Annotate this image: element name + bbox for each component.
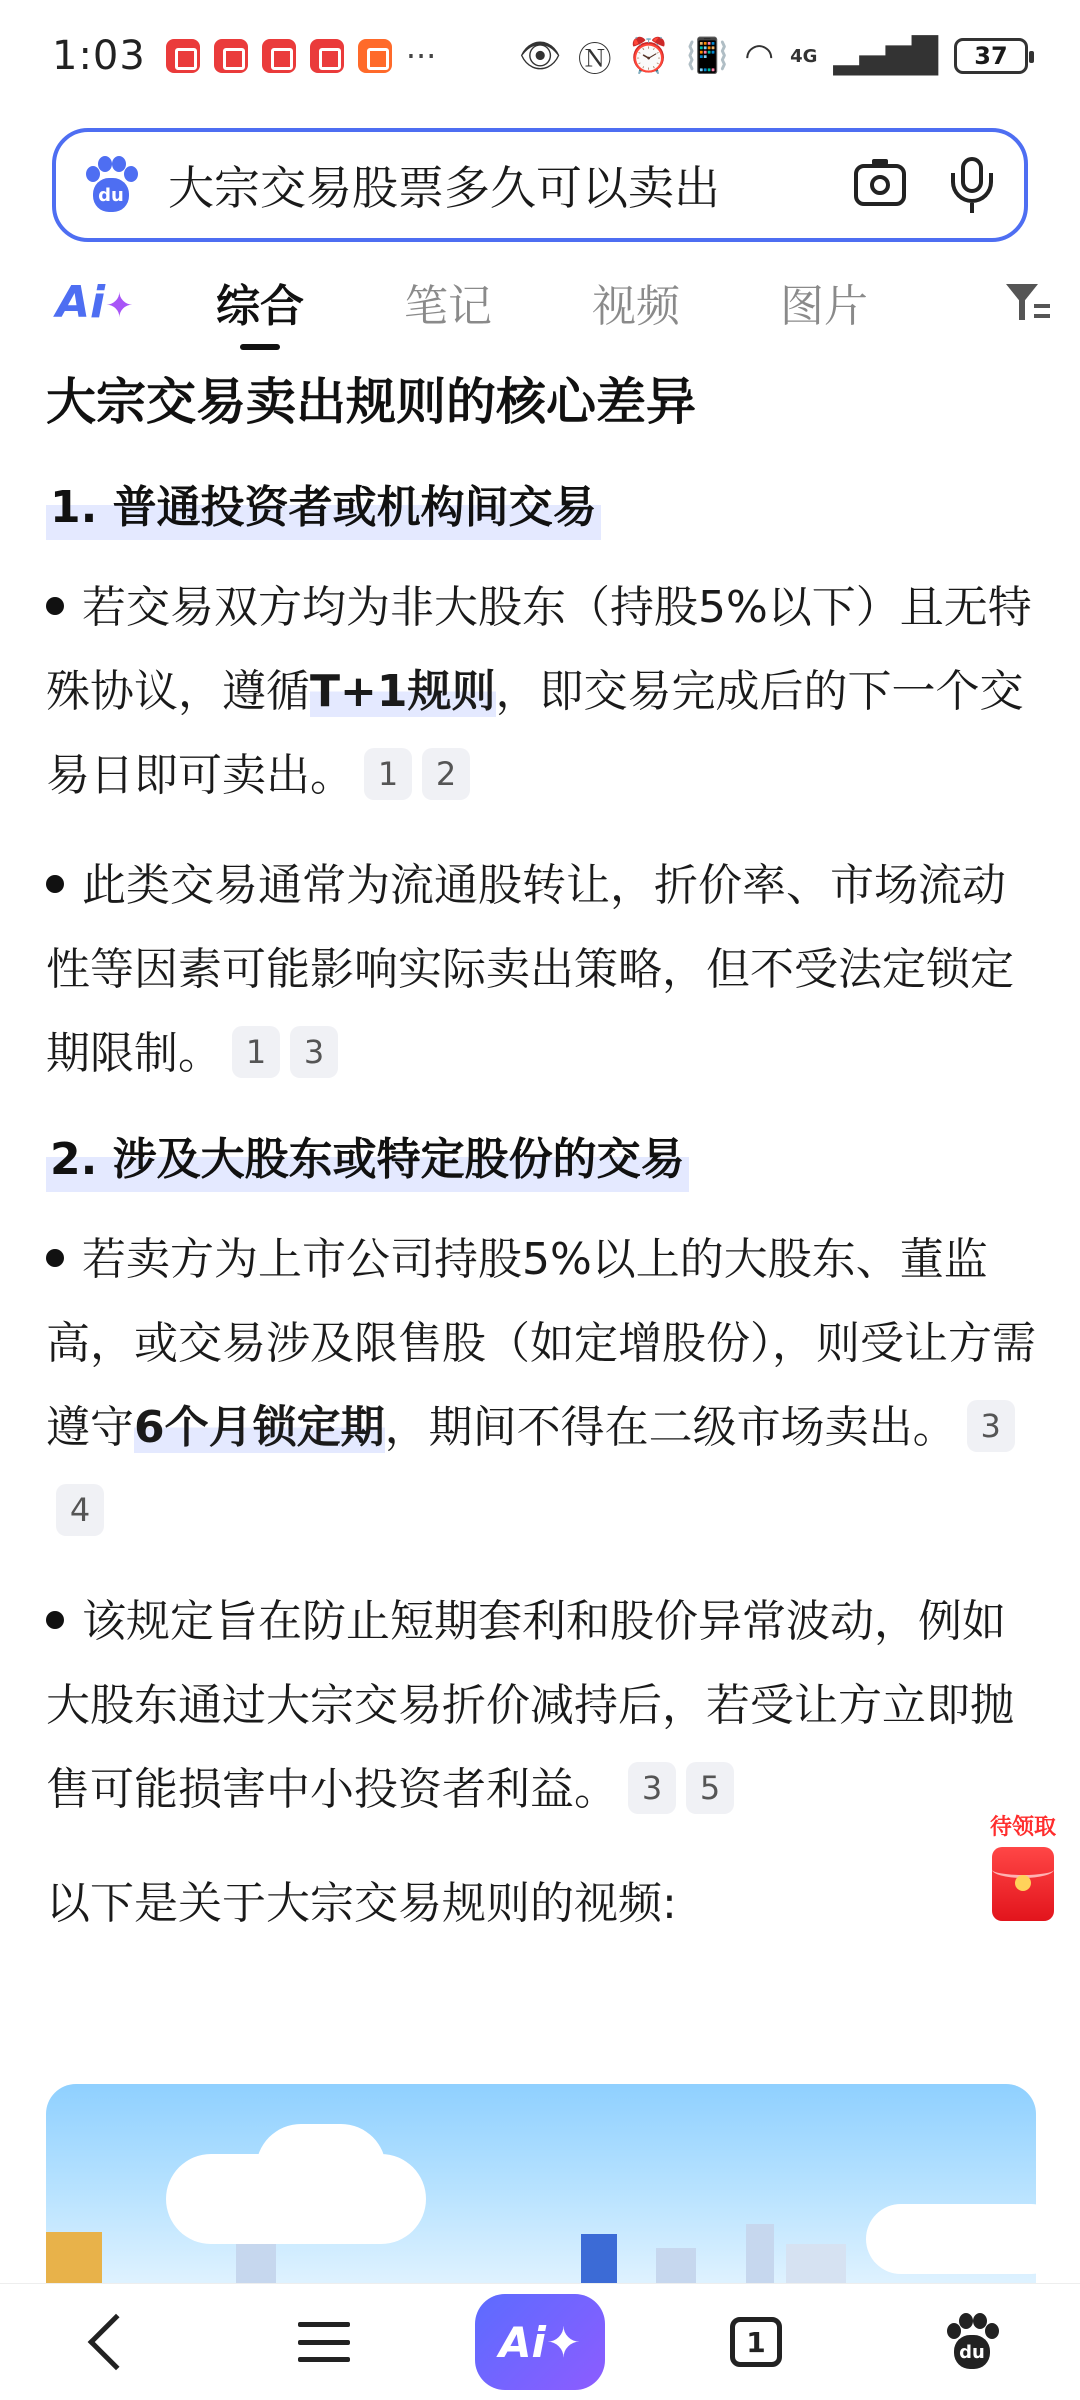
cloud-illustration — [256, 2124, 386, 2214]
app-notification-icon — [310, 39, 344, 73]
video-intro-text: 以下是关于大宗交易规则的视频: — [46, 1878, 677, 1929]
tab-images[interactable]: 图片 — [780, 281, 868, 332]
ai-assistant-icon: Ai ✦ — [475, 2294, 605, 2390]
red-envelope-icon[interactable] — [992, 1847, 1054, 1921]
citation-badge[interactable]: 5 — [686, 1762, 734, 1814]
baidu-nav-text: du — [954, 2335, 990, 2369]
ai-button-label: Ai — [498, 2317, 546, 2367]
wifi-icon: ◠ — [744, 36, 775, 76]
paragraph-text: ，即交易完成后的下一个交易日即可卖出。 — [46, 666, 1024, 801]
bullet-paragraph — [46, 1580, 1036, 1832]
bullet-paragraph — [46, 566, 1036, 818]
filter-icon[interactable] — [1006, 282, 1050, 322]
paragraph-text: 若卖方为上市公司持股5%以上的大股东、董监高，或交易涉及限售股（如定增股份），则受让方需遵守 — [46, 1234, 1036, 1453]
huawei-mall-notification-icon — [166, 39, 200, 73]
more-notifications-icon: ··· — [405, 37, 437, 75]
tabs-count-icon: 1 — [730, 2317, 782, 2367]
video-thumbnail[interactable] — [46, 2084, 1036, 2284]
search-tabs — [0, 262, 1080, 342]
paragraph-text: ，期间不得在二级市场卖出。 — [384, 1402, 957, 1453]
bullet-icon — [46, 1249, 64, 1267]
vibrate-icon: 📳 — [686, 36, 729, 76]
citation-badge[interactable]: 3 — [290, 1026, 338, 1078]
nfc-icon: Ⓝ — [577, 39, 612, 80]
ai-answer — [46, 360, 1036, 1946]
ai-tab-label: Ai — [56, 276, 106, 328]
bullet-paragraph — [46, 1218, 1036, 1554]
paragraph-text: 该规定旨在防止短期套利和股价异常波动，例如大股东通过大宗交易折价减持后，若受让方立即抛售可能损害中小投资者利益。 — [46, 1596, 1014, 1815]
tab-all[interactable]: 综合 — [166, 270, 354, 334]
building-illustration — [746, 2224, 774, 2284]
bullet-icon — [46, 597, 64, 615]
building-illustration — [236, 2244, 276, 2284]
citation-badge[interactable]: 2 — [422, 748, 470, 800]
search-input[interactable]: 大宗交易股票多久可以卖出 — [168, 161, 720, 215]
baidu-logo-icon[interactable] — [82, 156, 140, 214]
alarm-icon: ⏰ — [627, 36, 671, 76]
paragraph-text: 此类交易通常为流通股转让，折价率、市场流动性等因素可能影响实际卖出策略，但不受法定锁定期限制。 — [46, 860, 1014, 1079]
bullet-paragraph — [46, 844, 1036, 1096]
app-notification-icon — [214, 39, 248, 73]
section-heading: 1. 普通投资者或机构间交易 — [46, 476, 601, 540]
building-illustration — [581, 2234, 617, 2284]
building-illustration — [786, 2244, 846, 2284]
citation-badge[interactable]: 3 — [628, 1762, 676, 1814]
tab-notes[interactable]: 笔记 — [404, 281, 492, 332]
red-packet-label: 待领取 — [989, 1815, 1056, 1840]
bottom-navigation — [0, 2284, 1080, 2400]
gift-notification-icon — [358, 39, 392, 73]
citation-badge[interactable]: 1 — [364, 748, 412, 800]
sparkle-icon: ✦ — [105, 285, 134, 326]
search-bar[interactable] — [52, 128, 1028, 242]
status-time: 1:03 — [52, 33, 146, 79]
baidu-home-button[interactable] — [864, 2284, 1080, 2400]
ai-assistant-button[interactable] — [432, 2284, 648, 2400]
building-illustration — [46, 2232, 102, 2284]
tabs-button[interactable] — [648, 2284, 864, 2400]
baidu-logo-text: du — [93, 178, 129, 212]
baidu-paw-icon — [943, 2313, 1001, 2371]
microphone-icon[interactable] — [950, 157, 994, 213]
system-status-icons — [519, 32, 1028, 81]
eye-icon: 👁 — [518, 36, 562, 76]
bullet-icon — [46, 1611, 64, 1629]
back-arrow-icon — [88, 2314, 145, 2371]
menu-icon — [298, 2322, 350, 2362]
citation-badge[interactable]: 1 — [232, 1026, 280, 1078]
highlight-text: T+1规则 — [310, 666, 496, 717]
citation-badge[interactable]: 3 — [967, 1400, 1015, 1452]
back-button[interactable] — [0, 2284, 216, 2400]
camera-icon[interactable] — [854, 164, 906, 206]
battery-icon: 37 — [954, 38, 1028, 74]
highlight-text: 6个月锁定期 — [134, 1402, 385, 1453]
answer-title: 大宗交易卖出规则的核心差异 — [46, 373, 696, 431]
citation-badge[interactable]: 4 — [56, 1484, 104, 1536]
bullet-icon — [46, 875, 64, 893]
signal-icon: ▂▄▆█ — [833, 36, 938, 76]
red-packet-widget[interactable] — [984, 1810, 1062, 1921]
paragraph-text: 若交易双方均为非大股东（持股5%以下）且无特殊协议，遵循 — [46, 582, 1032, 717]
cloud-illustration — [866, 2204, 1036, 2274]
menu-button[interactable] — [216, 2284, 432, 2400]
notification-icons — [166, 39, 392, 73]
ai-tab[interactable] — [56, 277, 166, 328]
app-notification-icon — [262, 39, 296, 73]
building-illustration — [656, 2248, 696, 2284]
tab-videos[interactable]: 视频 — [592, 281, 680, 332]
status-bar — [0, 0, 1080, 112]
section-heading: 2. 涉及大股东或特定股份的交易 — [46, 1128, 689, 1192]
network-type: 4G — [790, 45, 818, 67]
